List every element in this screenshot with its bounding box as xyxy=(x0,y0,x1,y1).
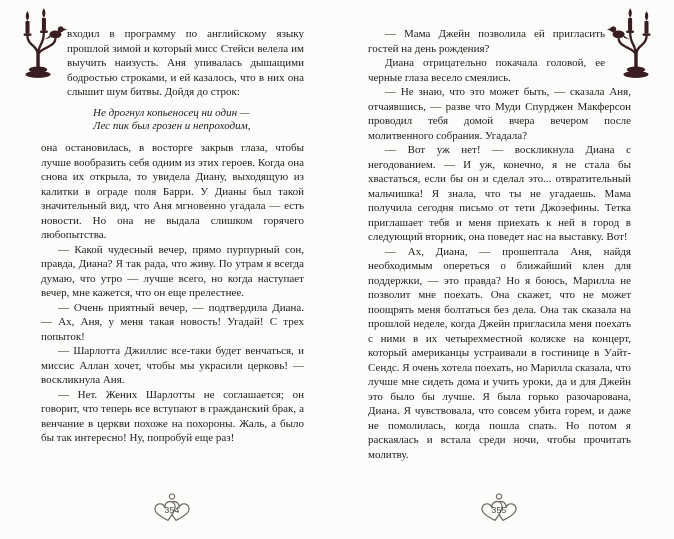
paragraph: она остановилась, в восторге закрыв глаза, чтобы лучше вообразить себя одним из этих героев. Когда она снова их открыла, то увидела Диану, выходящую из калитки в ограде поля Барри. У Дианы был такой значительный вид, что Аня мгновенно угадала — есть новости. Но она не выдала слишком горячего любопытства. xyxy=(41,142,304,242)
page-number: 354 xyxy=(164,505,180,515)
page-number-ornament-right xyxy=(473,491,525,533)
paragraph: — Какой чудесный вечер, прямо пурпурный сон, правда, Диана? Я так рада, что живу. По утрам я всегда думаю, что утро — лучше всего, но когда наступает вечер, мне кажется, что он еще прелестнее. xyxy=(41,243,304,300)
ornament-spacer xyxy=(605,27,631,85)
verse-line: Не дрогнул копьеносец ни один — xyxy=(93,106,250,119)
paragraph: Диана отрицательно покачала головой, ее черные глаза весело смеялись. xyxy=(368,57,605,84)
verse-line: Лес пик был грозен и непроходим, xyxy=(93,120,251,133)
paragraph: — Очень приятный вечер, — подтвердила Диана. — Ах, Аня, у меня такая новость! Угадай! С трех попыток! xyxy=(41,301,304,343)
paragraph: — Нет. Жених Шарлотты не соглашается; он говорит, что теперь все вступают в гражданский брак, а венчание в церкви похоже на похороны. Жаль, а было бы так интересно! Ну, попробуй еще раз! xyxy=(41,388,304,445)
page-number: 355 xyxy=(491,505,507,515)
paragraph: — Ах, Диана, — прошептала Аня, найдя необходимым опереться о ближайший клен для поддержки, — это правда? Но я боюсь, Марилла не позволит мне поехать. Она скажет, что не может поощрять меня болтаться без дела. Она так сказала на прошлой неделе, когда Джейн пригласила меня поехать с ними в их четырехместной коляске на концерт, который американцы устраивали в гостинице в Уайт-Сендс. Я очень хотела поехать, но Марилла сказала, что лучше мне сидеть дома и учить уроки, да и для Джейн это было бы лучше. Я была горько разочарована, Диана. Я чувствовала, что совсем убита горем, и даже не помолилась, когда пошла спать. Но потом я раскаялась и встала среди ночи, чтобы прочитать молитву. xyxy=(368,245,631,461)
paragraph: — Шарлотта Джиллис все-таки будет венчаться, и миссис Аллан хочет, чтобы мы украсили церковь! — воскликнула Аня. xyxy=(41,345,304,387)
page-number-ornament-left xyxy=(146,491,198,533)
page-355 xyxy=(368,27,631,493)
paragraph: — Не знаю, что это может быть, — сказала Аня, отчаявшись, — разве что Муди Спурджен Макферсон проводил тебя домой вчера вечером после молитвенного собрания. Угадала? xyxy=(368,86,631,142)
ornament-spacer xyxy=(41,27,67,101)
paragraph: — Мама Джейн позволила ей пригласить гостей на день рождения? xyxy=(368,28,605,55)
page-354 xyxy=(41,27,304,493)
paragraph: входил в программу по английскому языку прошлой зимой и который мисс Стейси велела им выучить наизусть. Аня упивалась дышащими бодростью строками, и ей казалось, что в них она слышит шум битвы. Дойдя до строк: xyxy=(67,28,304,98)
paragraph: — Вот уж нет! — воскликнула Диана с негодованием. — И уж, конечно, я не стала бы хвастаться, если бы он и сделал это... отвратительный мальчишка! Я знала, что ты не угадаешь. Мама получила сегодня письмо от тети Джозефины. Тетка приглашает тебя и меня приехать к ней в город в следующий вторник, она поведет нас на выставку. Вот! xyxy=(368,144,631,243)
poem-block xyxy=(93,107,304,135)
